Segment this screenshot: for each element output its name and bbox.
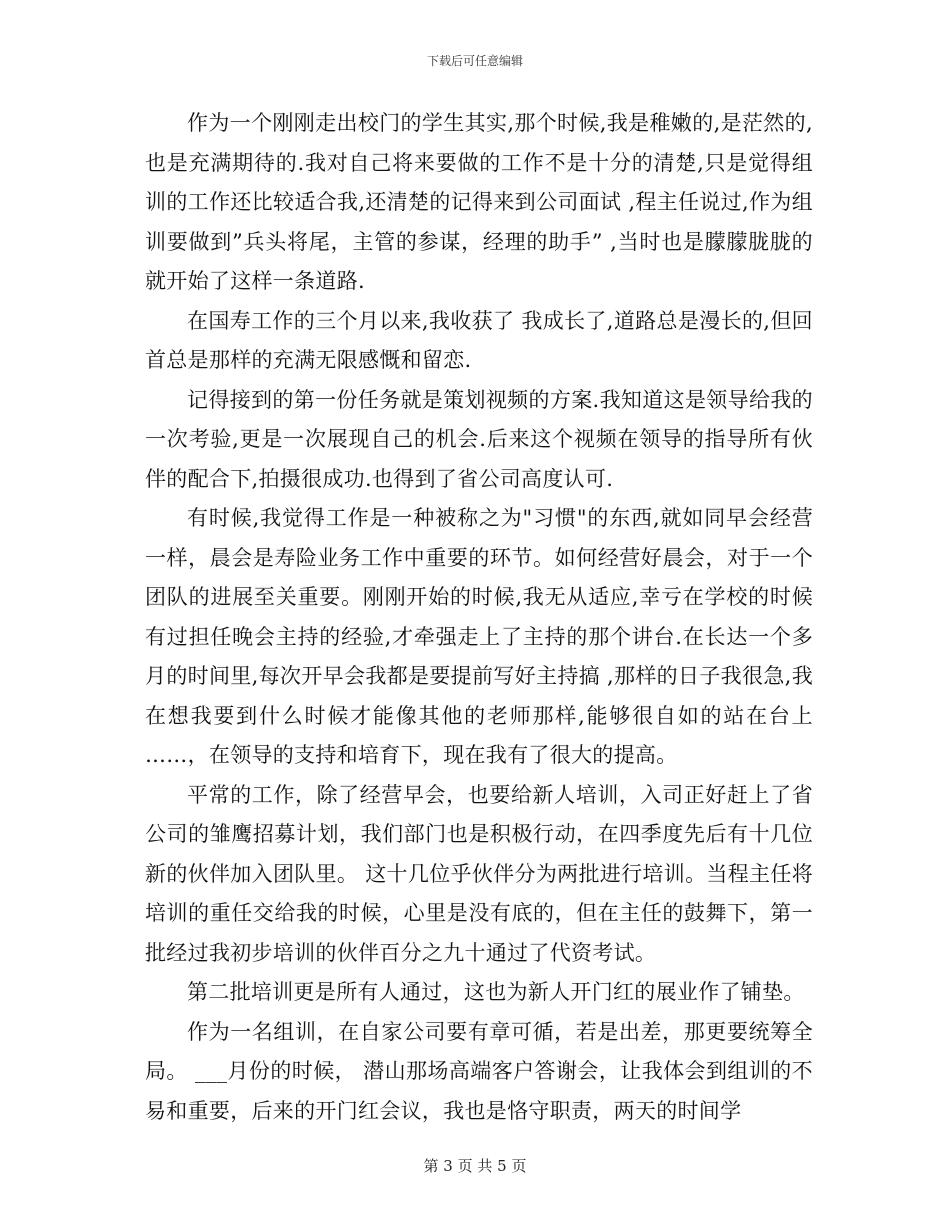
paragraph-7: 作为一名组训，在自家公司要有章可循，若是出差，那更要统筹全局。 ___月份的时候， 潜山那场高端客户答谢会，让我体会到组训的不易和重要，后来的开门红会议，我也是恪守职责，两天的时间学 — [145, 1019, 813, 1123]
page-header: 下载后可任意编辑 — [426, 54, 523, 68]
paragraph-1: 作为一个刚刚走出校门的学生其实,那个时候,我是稚嫩的,是茫然的,也是充满期待的.我对自己将来要做的工作不是十分的清楚,只是觉得组训的工作还比较适合我,还清楚的记得来到公司面试 ,程主任说过,作为组训要做到”兵头将尾，主管的参谋，经理的助手” ,当时也是朦朦胧胧的就开始了这样一条道路. — [145, 111, 813, 293]
paragraph-6: 第二批培训更是所有人通过，这也为新人开门红的展业作了铺垫。 — [187, 980, 805, 1004]
page-number: 第 3 页 共 5 页 — [423, 1157, 527, 1175]
paragraph-3: 记得接到的第一份任务就是策划视频的方案.我知道这是领导给我的一次考验,更是一次展现自己的机会.后来这个视频在领导的指导所有伙伴的配合下,拍摄很成功.也得到了省公司高度认可. — [145, 387, 813, 491]
paragraph-5: 平常的工作，除了经营早会，也要给新人培训，入司正好赶上了省公司的雏鹰招募计划，我们部门也是积极行动，在四季度先后有十几位新的伙伴加入团队里。 这十几位乎伙伴分为两批进行培训。当程主任将培训的重任交给我的时候，心里是没有底的，但在主任的鼓舞下，第一批经过我初步培训的伙伴百分之九十通过了代资考试。 — [145, 782, 813, 965]
document-body — [145, 104, 813, 1131]
paragraph-2: 在国寿工作的三个月以来,我收获了 我成长了,道路总是漫长的,但回首总是那样的充满无限感慨和留恋. — [145, 308, 813, 372]
paragraph-4: 有时候,我觉得工作是一种被称之为"习惯"的东西,就如同早会经营一样，晨会是寿险业务工作中重要的环节。如何经营好晨会，对于一个团队的进展至关重要。刚刚开始的时候,我无从适应,幸亏在学校的时候有过担任晚会主持的经验,才牵强走上了主持的那个讲台.在长达一个多月的时间里,每次开早会我都是要提前写好主持搞 ,那样的日子我很急,我在想我要到什么时候才能像其他的老师那样,能够很自如的站在台上 ……，在领导的支持和培育下，现在我有了很大的提高。 — [145, 506, 813, 767]
